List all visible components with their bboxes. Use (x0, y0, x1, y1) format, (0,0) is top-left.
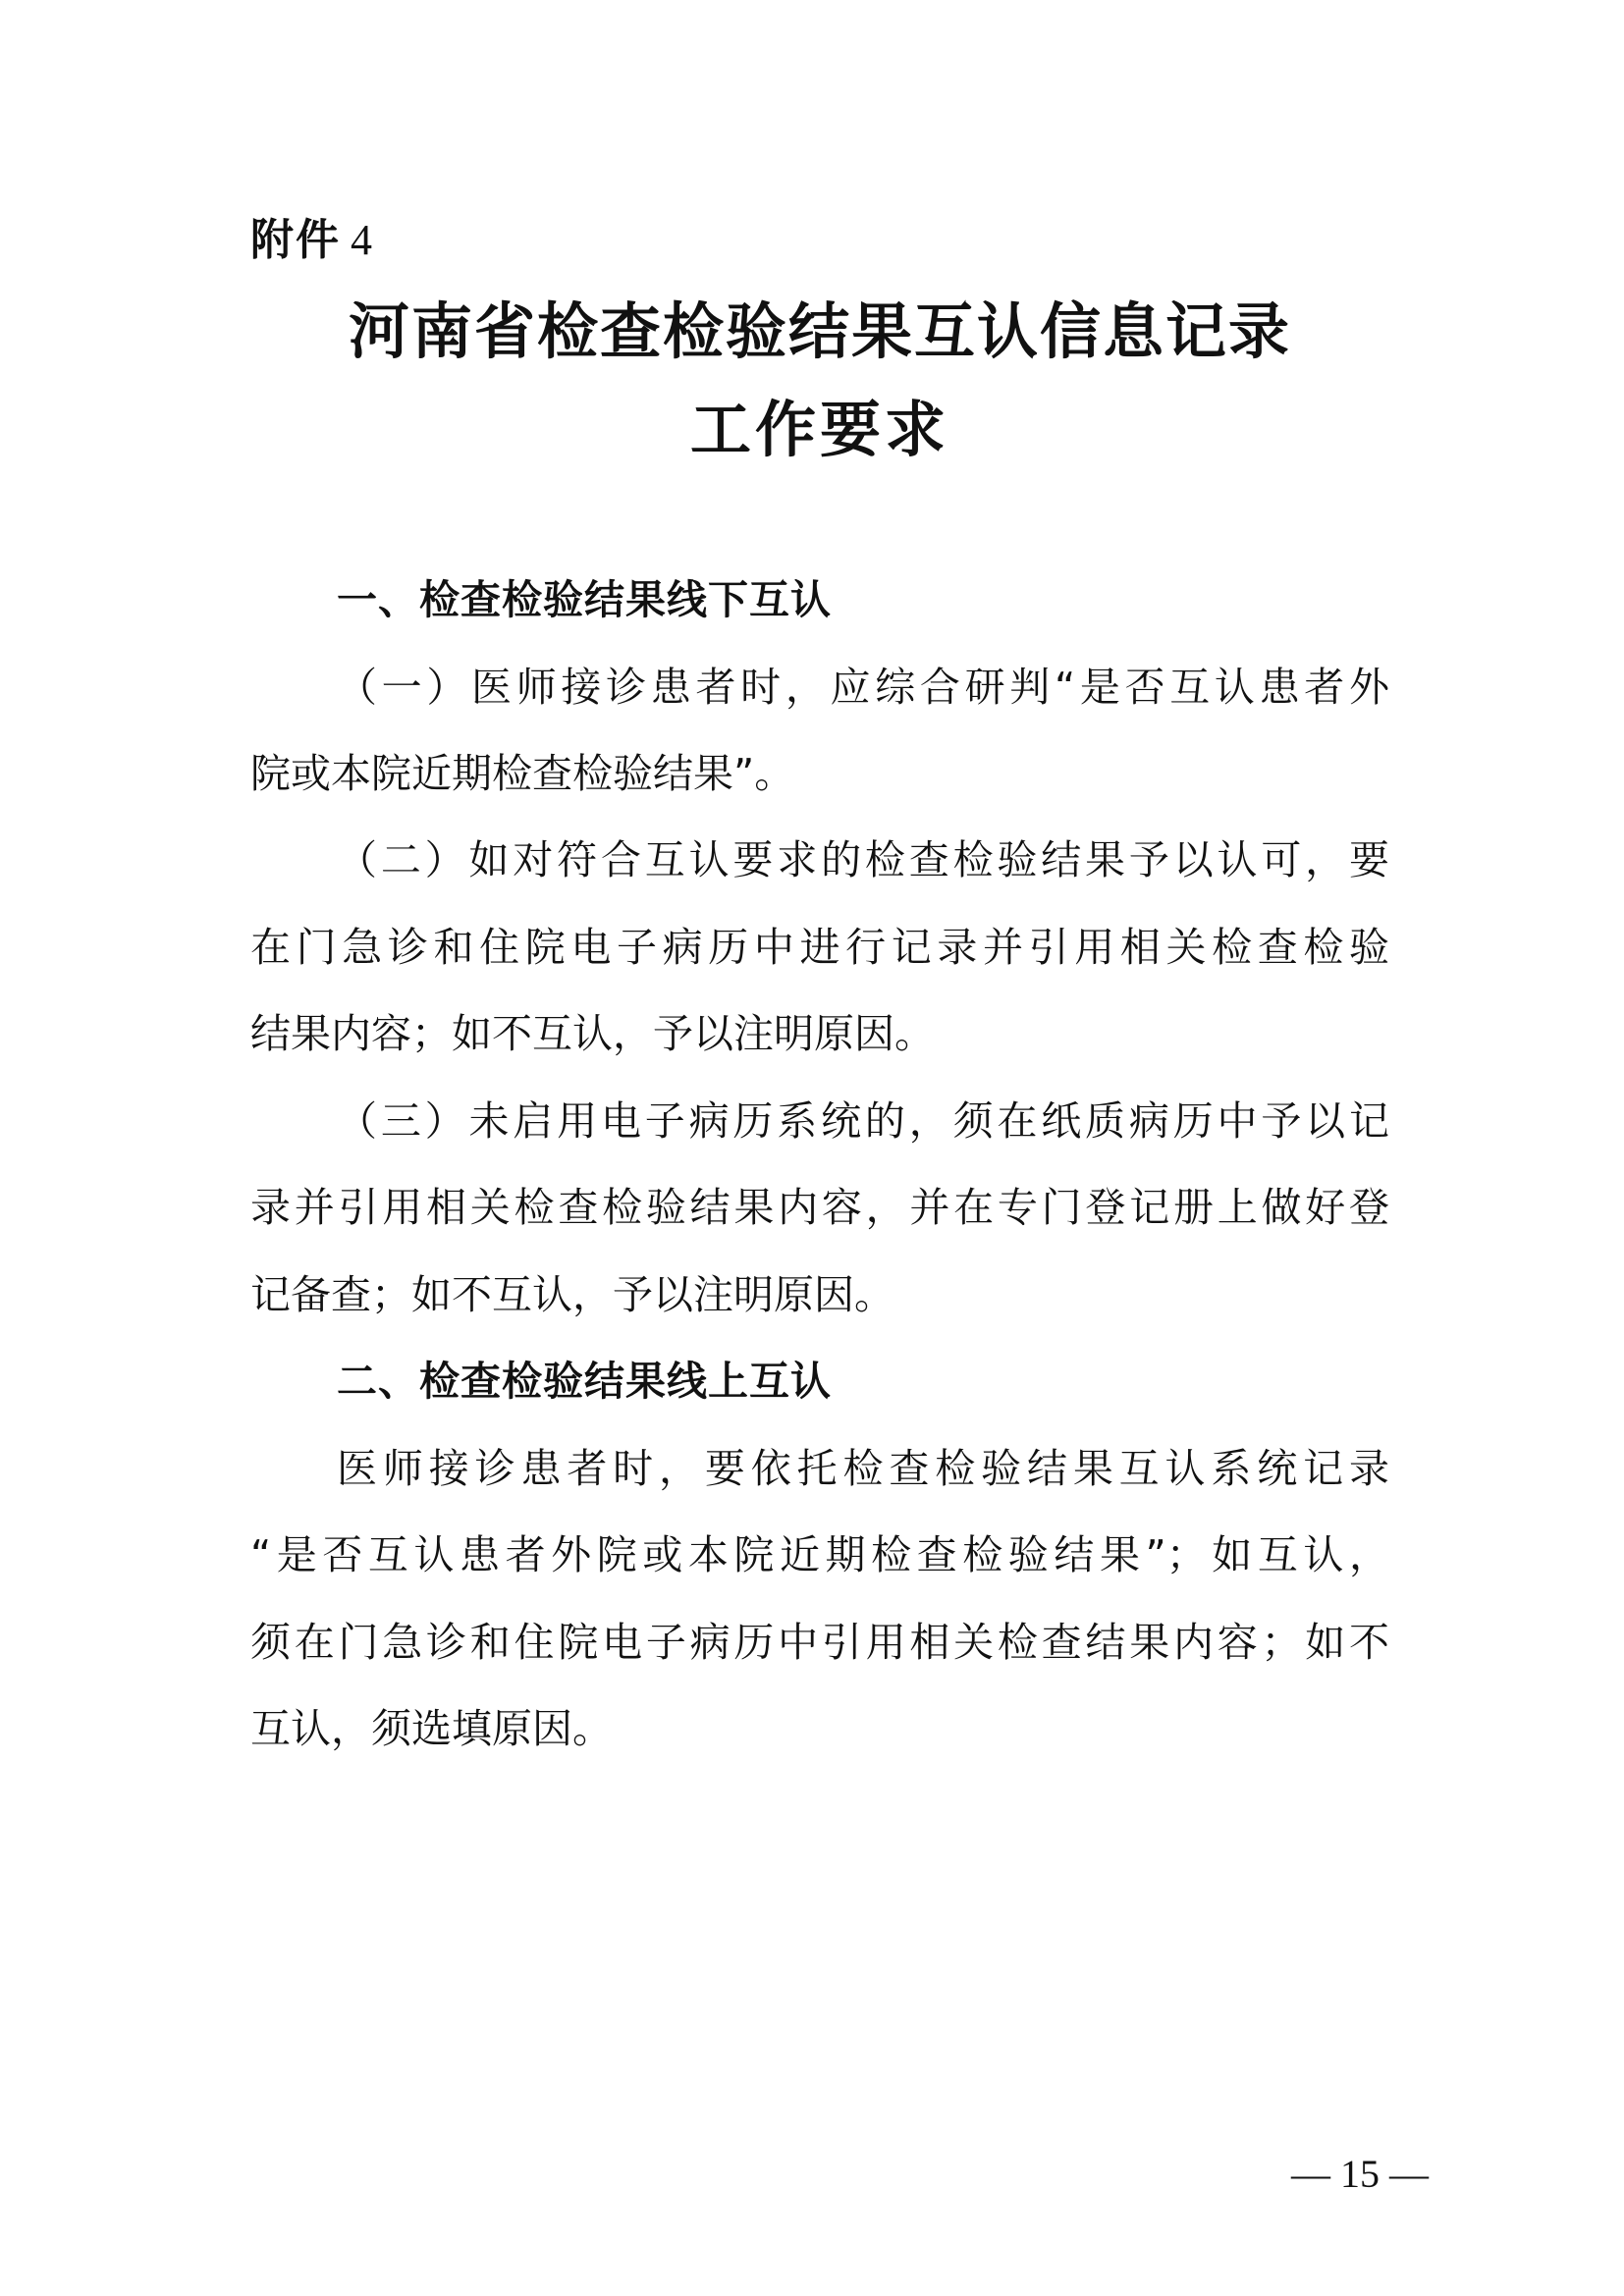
section-1-item-2-line-1: （二）如对符合互认要求的检查检验结果予以认可，要 (337, 836, 1389, 883)
section-1-heading: 一、检查检验结果线下互认 (337, 576, 832, 623)
section-1-item-2-line-3: 结果内容；如不互认，予以注明原因。 (250, 1010, 935, 1057)
section-1-item-3-line-3: 记备查；如不互认，予以注明原因。 (250, 1271, 894, 1318)
section-1-item-2-line-2: 在门急诊和住院电子病历中进行记录并引用相关检查检验 (250, 924, 1389, 971)
attachment-number: 4 (351, 216, 372, 264)
section-2-line-3: 须在门急诊和住院电子病历中引用相关检查结果内容；如不 (250, 1619, 1389, 1666)
section-1-item-1-line-1: （一）医师接诊患者时，应综合研判“是否互认患者外 (337, 664, 1389, 711)
document-title-line-2: 工作要求 (689, 394, 949, 465)
document-title-line-1: 河南省检查检验结果互认信息记录 (348, 295, 1291, 367)
attachment-text: 附件 (250, 215, 341, 265)
attachment-label (250, 211, 372, 270)
section-1-item-1-line-2: 院或本院近期检查检验结果”。 (250, 750, 795, 797)
section-2-line-4: 互认，须选填原因。 (250, 1705, 613, 1752)
section-2-line-2: “是否互认患者外院或本院近期检查检验结果”；如互认， (250, 1531, 1389, 1578)
section-1-item-3-line-2: 录并引用相关检查检验结果内容，并在专门登记册上做好登 (250, 1184, 1389, 1231)
section-2-line-1: 医师接诊患者时，要依托检查检验结果互认系统记录 (337, 1445, 1389, 1492)
page-number: — 15 — (1291, 2152, 1429, 2196)
section-2-heading: 二、检查检验结果线上互认 (337, 1358, 832, 1405)
section-1-item-3-line-1: （三）未启用电子病历系统的，须在纸质病历中予以记 (337, 1097, 1389, 1145)
